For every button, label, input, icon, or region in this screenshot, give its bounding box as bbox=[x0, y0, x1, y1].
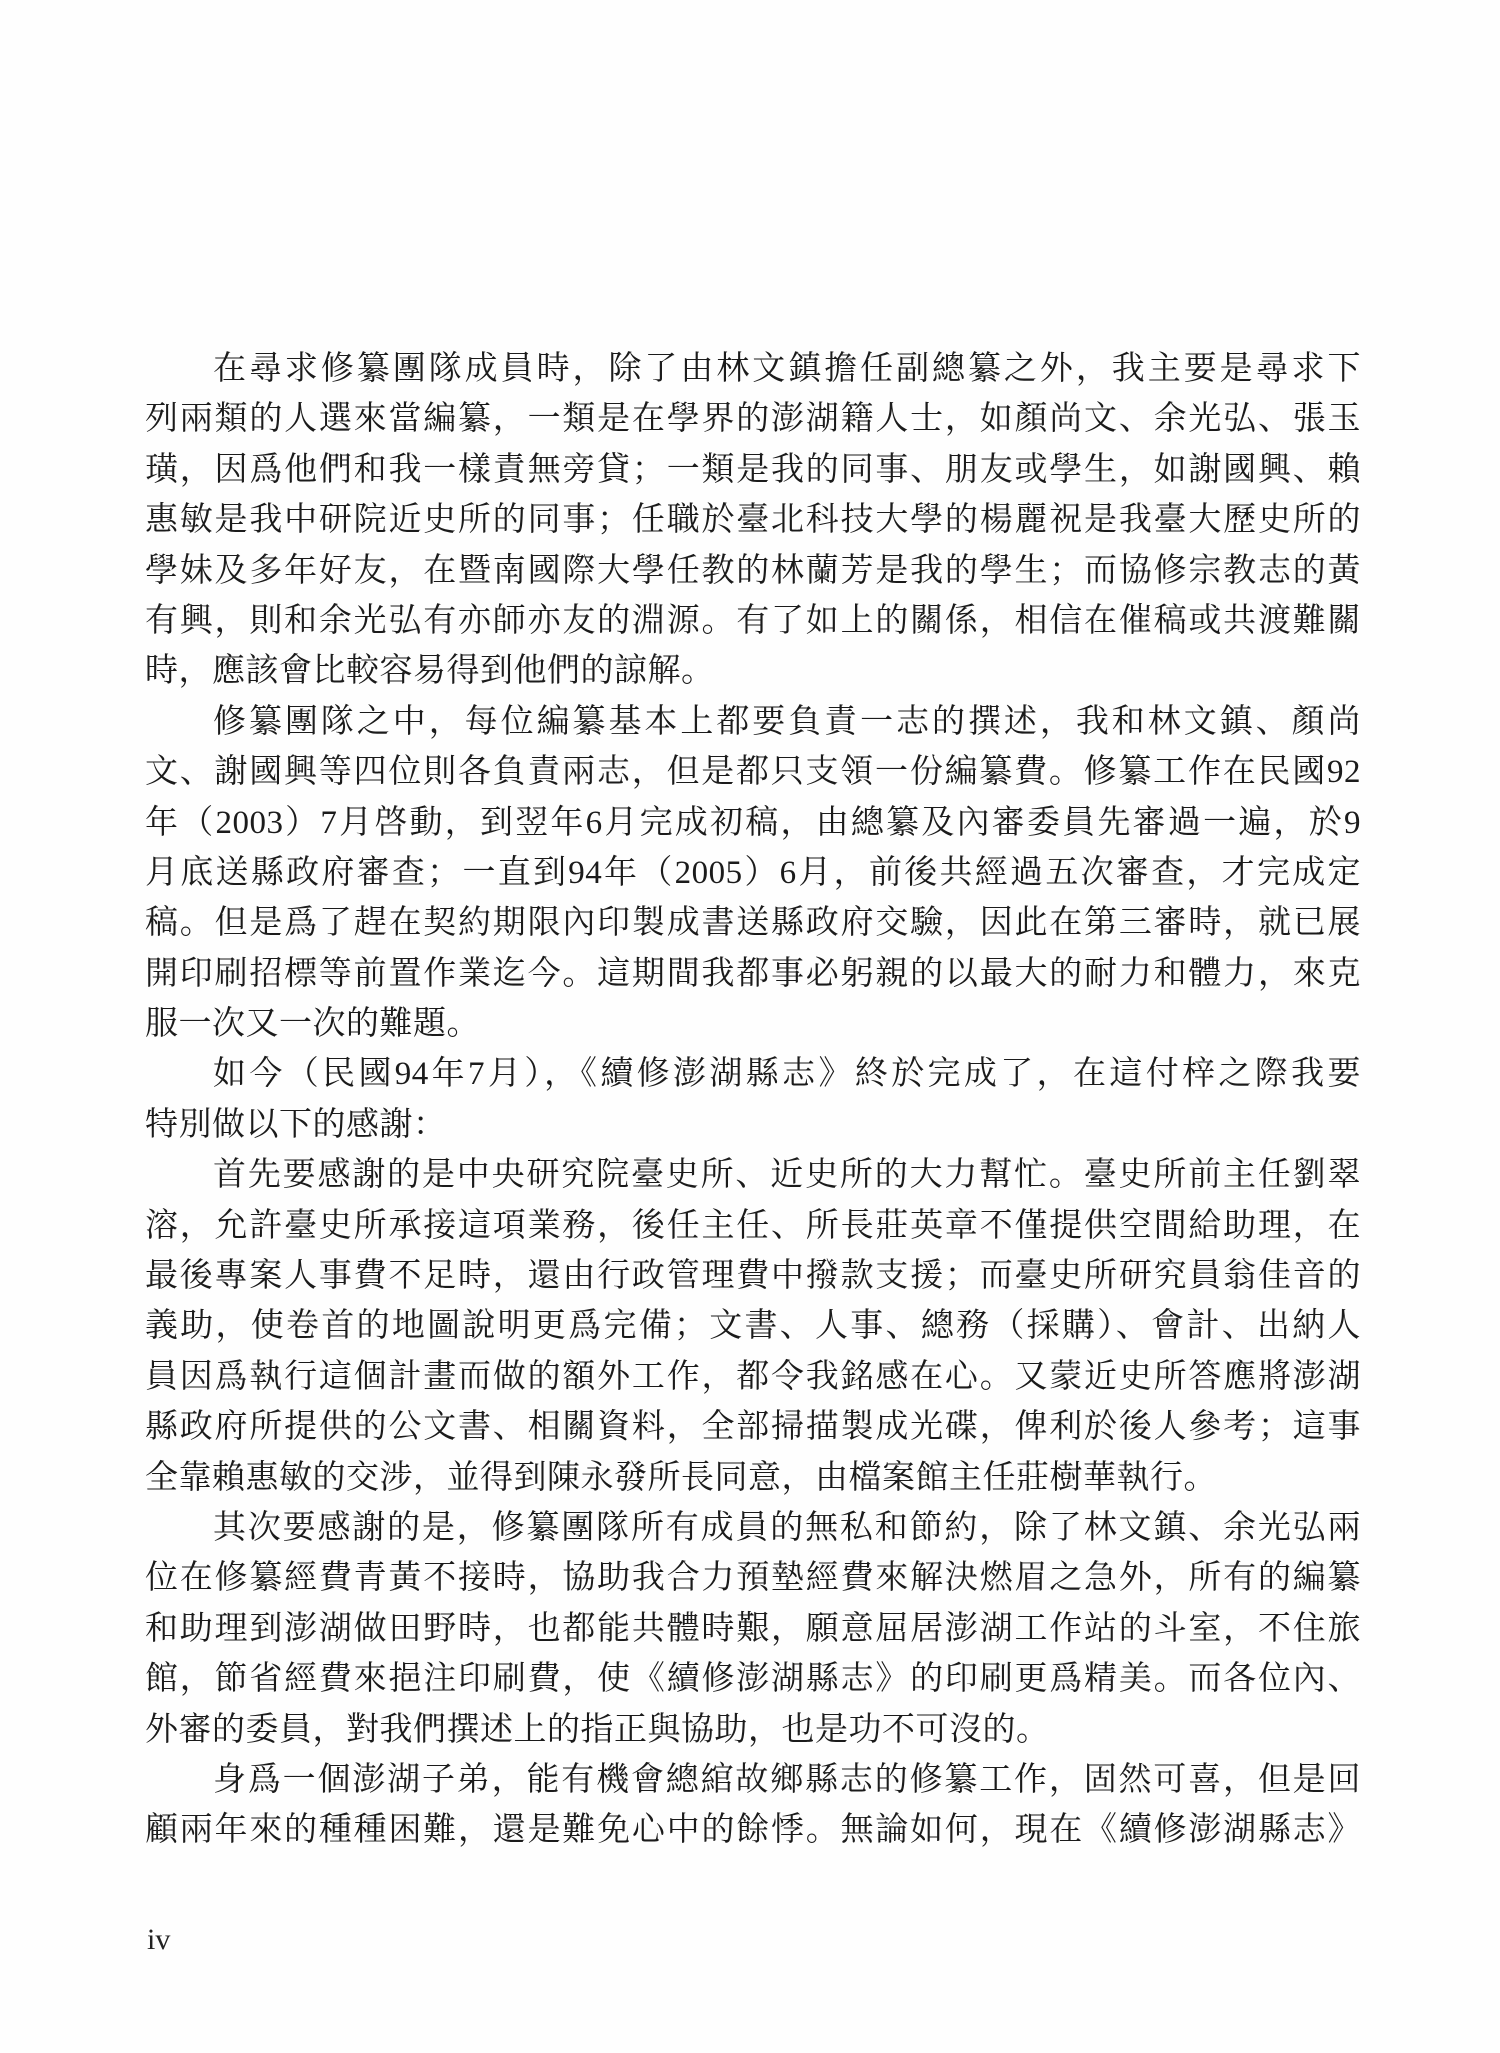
text-line: 位在修纂經費青黃不接時，協助我合力預墊經費來解決燃眉之急外，所有的編纂 bbox=[145, 1560, 1361, 1597]
text-line: 外審的委員，對我們撰述上的指正與協助，也是功不可沒的。 bbox=[145, 1711, 1050, 1748]
text-line: 惠敏是我中研院近史所的同事；任職於臺北科技大學的楊麗祝是我臺大歷史所的 bbox=[145, 502, 1361, 539]
text-line: 有興，則和余光弘有亦師亦友的淵源。有了如上的關係，相信在催稿或共渡難關 bbox=[145, 602, 1361, 639]
text-line: 服一次又一次的難題。 bbox=[145, 1006, 480, 1043]
text-line: 年（2003）7月啓動，到翌年6月完成初稿，由總纂及內審委員先審過一遍，於9 bbox=[145, 804, 1361, 841]
text-line: 如今（民國94年7月），《續修澎湖縣志》終於完成了，在這付梓之際我要 bbox=[213, 1056, 1361, 1093]
page-number: iv bbox=[147, 1923, 171, 1956]
text-line: 其次要感謝的是，修纂團隊所有成員的無私和節約，除了林文鎮、余光弘兩 bbox=[213, 1509, 1361, 1546]
text-line: 員因爲執行這個計畫而做的額外工作，都令我銘感在心。又蒙近史所答應將澎湖 bbox=[145, 1358, 1361, 1395]
text-line: 義助，使卷首的地圖說明更爲完備；文書、人事、總務（採購）、會計、出納人 bbox=[145, 1308, 1361, 1345]
text-line: 在尋求修纂團隊成員時，除了由林文鎮擔任副總纂之外，我主要是尋求下 bbox=[213, 351, 1361, 387]
text-line: 時，應該會比較容易得到他們的諒解。 bbox=[145, 653, 715, 690]
text-line: 璜，因爲他們和我一樣責無旁貸；一類是我的同事、朋友或學生，如謝國興、賴 bbox=[145, 451, 1361, 488]
text-line: 學妹及多年好友，在暨南國際大學任教的林蘭芳是我的學生；而協修宗教志的黃 bbox=[145, 552, 1361, 589]
text-line: 最後專案人事費不足時，還由行政管理費中撥款支援；而臺史所研究員翁佳音的 bbox=[145, 1258, 1361, 1295]
text-line: 顧兩年來的種種困難，還是難免心中的餘悸。無論如何，現在《續修澎湖縣志》 bbox=[145, 1812, 1361, 1849]
text-line: 館，節省經費來挹注印刷費，使《續修澎湖縣志》的印刷更爲精美。而各位內、 bbox=[145, 1661, 1361, 1698]
text-line: 身爲一個澎湖子弟，能有機會總綰故鄉縣志的修纂工作，固然可喜，但是回 bbox=[213, 1761, 1361, 1798]
body-text bbox=[145, 344, 1361, 1856]
text-line: 縣政府所提供的公文書、相關資料，全部掃描製成光碟，俾利於後人參考；這事 bbox=[145, 1409, 1361, 1446]
text-line: 全靠賴惠敏的交涉，並得到陳永發所長同意，由檔案館主任莊樹華執行。 bbox=[145, 1459, 1217, 1496]
text-line: 特別做以下的感謝： bbox=[145, 1106, 447, 1143]
text-line: 列兩類的人選來當編纂，一類是在學界的澎湖籍人士，如顏尚文、余光弘、張玉 bbox=[145, 401, 1361, 438]
text-line: 開印刷招標等前置作業迄今。這期間我都事必躬親的以最大的耐力和體力，來克 bbox=[145, 955, 1361, 992]
text-line: 和助理到澎湖做田野時，也都能共體時艱，願意屈居澎湖工作站的斗室，不住旅 bbox=[145, 1610, 1361, 1647]
text-line: 月底送縣政府審查；一直到94年（2005）6月，前後共經過五次審查，才完成定 bbox=[145, 854, 1361, 891]
text-line: 首先要感謝的是中央研究院臺史所、近史所的大力幫忙。臺史所前主任劉翠 bbox=[213, 1157, 1361, 1194]
text-line: 稿。但是爲了趕在契約期限內印製成書送縣政府交驗，因此在第三審時，就已展 bbox=[145, 905, 1361, 942]
text-line: 溶，允許臺史所承接這項業務，後任主任、所長莊英章不僅提供空間給助理，在 bbox=[145, 1207, 1361, 1244]
text-line: 文、謝國興等四位則各負責兩志，但是都只支領一份編纂費。修纂工作在民國92 bbox=[145, 754, 1361, 791]
text-line: 修纂團隊之中，每位編纂基本上都要負責一志的撰述，我和林文鎮、顏尚 bbox=[213, 703, 1361, 740]
